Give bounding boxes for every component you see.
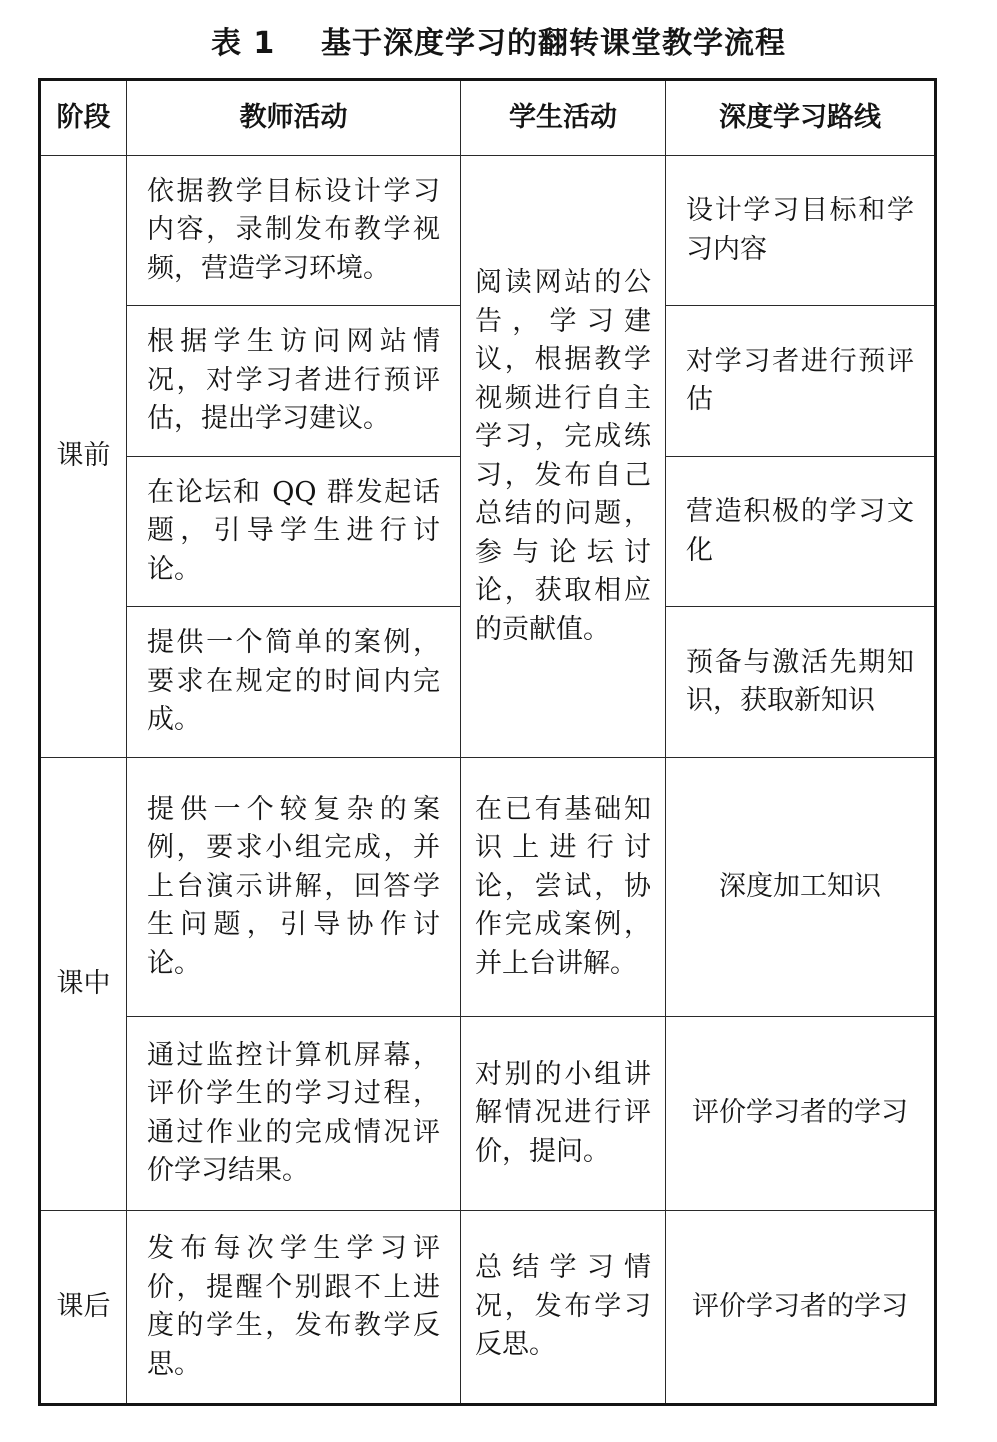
teacher-activity-cell: 在论坛和 QQ 群发起话题，引导学生进行讨论。 <box>127 457 461 607</box>
route-cell: 设计学习目标和学习内容 <box>666 156 936 306</box>
teacher-activity-cell: 提供一个简单的案例，要求在规定的时间内完成。 <box>127 607 461 758</box>
table-row <box>40 758 936 1017</box>
route-cell: 营造积极的学习文化 <box>666 457 936 607</box>
header-row <box>40 80 936 156</box>
teacher-activity-cell: 通过监控计算机屏幕，评价学生的学习过程，通过作业的完成情况评价学习结果。 <box>127 1017 461 1211</box>
teacher-activity-cell: 根据学生访问网站情况，对学习者进行预评估，提出学习建议。 <box>127 306 461 457</box>
table-row <box>40 1017 936 1211</box>
student-activity-cell: 阅读网站的公告，学习建议，根据教学视频进行自主学习，完成练习，发布自己总结的问题，参与论坛讨论，获取相应的贡献值。 <box>461 156 666 758</box>
route-cell: 评价学习者的学习 <box>666 1211 936 1405</box>
route-cell: 对学习者进行预评估 <box>666 306 936 457</box>
stage-post-class: 课后 <box>40 1211 127 1405</box>
student-activity-cell: 在已有基础知识上进行讨论，尝试，协作完成案例，并上台讲解。 <box>461 758 666 1017</box>
student-activity-cell: 对别的小组讲解情况进行评价，提问。 <box>461 1017 666 1211</box>
header-deep-learning-route: 深度学习路线 <box>666 80 936 156</box>
header-stage: 阶段 <box>40 80 127 156</box>
student-activity-cell: 总结学习情况，发布学习反思。 <box>461 1211 666 1405</box>
teaching-flow-table <box>38 78 937 1406</box>
stage-in-class: 课中 <box>40 758 127 1211</box>
route-cell: 评价学习者的学习 <box>666 1017 936 1211</box>
teacher-activity-cell: 发布每次学生学习评价，提醒个别跟不上进度的学生，发布教学反思。 <box>127 1211 461 1405</box>
route-cell: 深度加工知识 <box>666 758 936 1017</box>
table-row <box>40 156 936 306</box>
header-teacher-activity: 教师活动 <box>127 80 461 156</box>
stage-pre-class: 课前 <box>40 156 127 758</box>
teacher-activity-cell: 依据教学目标设计学习内容，录制发布教学视频，营造学习环境。 <box>127 156 461 306</box>
table-caption: 表 1 基于深度学习的翻转课堂教学流程 <box>210 26 787 61</box>
teacher-activity-cell: 提供一个较复杂的案例，要求小组完成，并上台演示讲解，回答学生问题，引导协作讨论。 <box>127 758 461 1017</box>
table-row <box>40 1211 936 1405</box>
route-cell: 预备与激活先期知识，获取新知识 <box>666 607 936 758</box>
header-student-activity: 学生活动 <box>461 80 666 156</box>
